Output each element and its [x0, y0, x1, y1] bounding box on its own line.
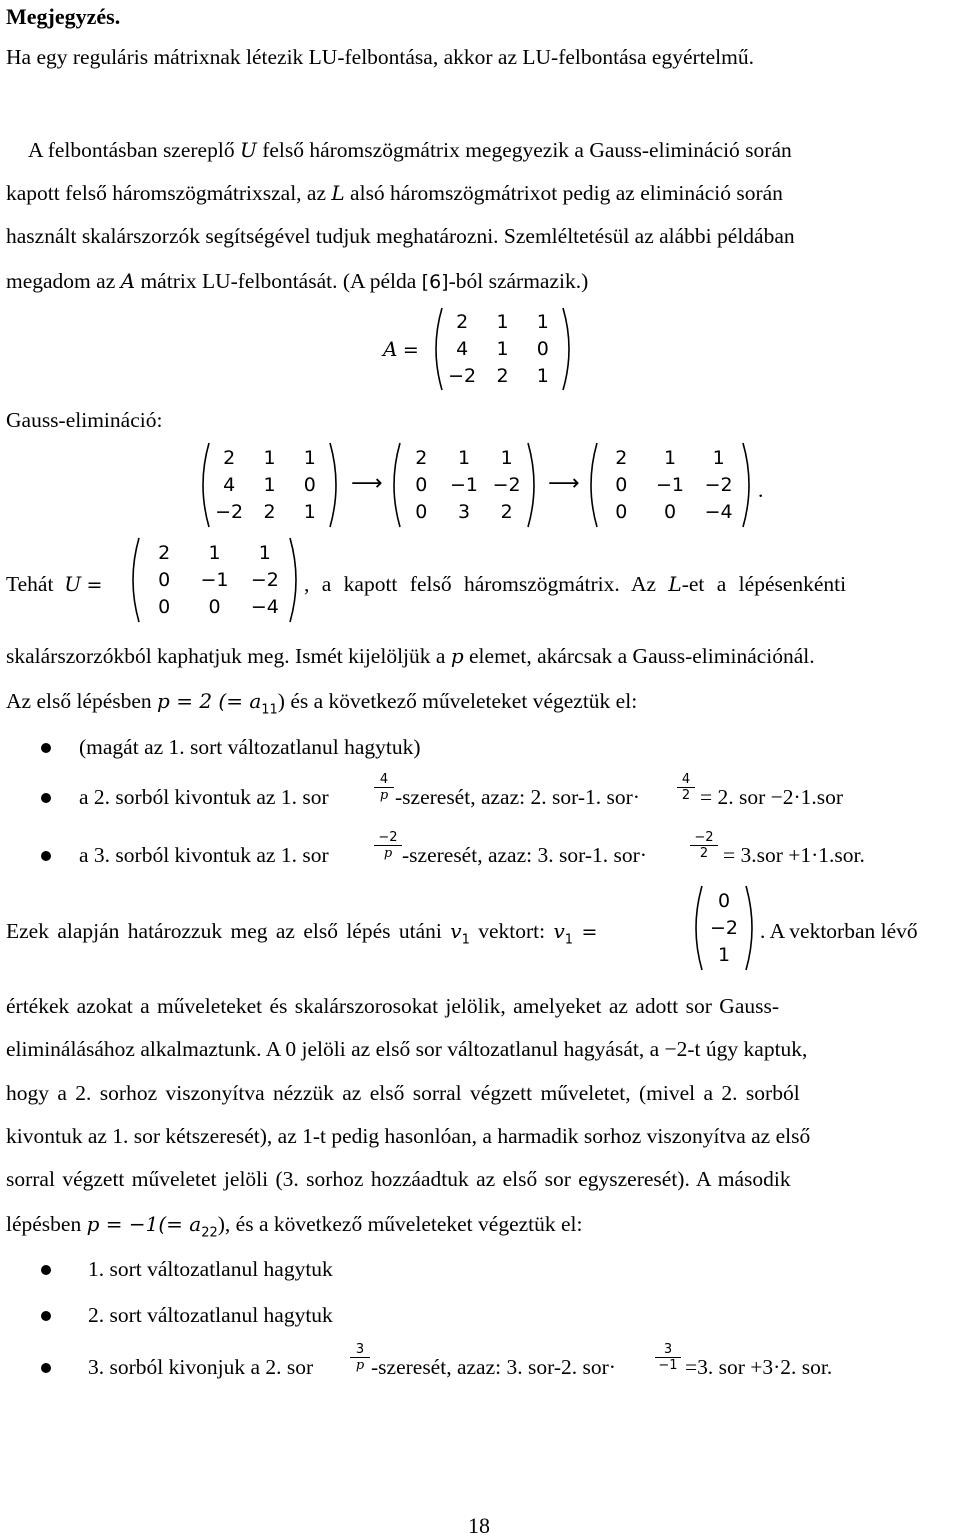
matrix-cell: 1 — [457, 446, 471, 469]
matrix-cell: 2 — [500, 501, 513, 524]
matrix-cell: 1 — [258, 541, 271, 564]
gauss-step-matrix — [585, 441, 755, 529]
bullet-icon — [41, 1363, 51, 1373]
list-item-cont: = 2. sor −2·1.sor — [700, 785, 844, 809]
paragraph-line: skalárszorzókból kaphatjuk meg. Ismét kijelöljük a p elemet, akárcsak a Gauss-eliminációnál. — [6, 644, 815, 668]
matrix-cell: 1 — [496, 338, 509, 360]
fraction: −2 2 — [689, 830, 719, 861]
matrix-cell: 0 — [415, 501, 428, 524]
period: . — [758, 478, 764, 502]
list-item: a 2. sorból kivontuk az 1. sor — [79, 785, 329, 809]
page-number: 18 — [468, 1513, 490, 1538]
matrix-cell: −2 — [448, 364, 477, 387]
matrix-cell: 3 — [457, 501, 471, 524]
matrix-cell: 0 — [303, 474, 316, 496]
list-item: 2. sort változatlanul hagytuk — [88, 1303, 333, 1327]
list-item: (magát az 1. sort változatlanul hagytuk) — [79, 735, 421, 759]
gauss-label: Gauss-elimináció: — [6, 408, 163, 432]
paragraph-line: kivontuk az 1. sor kétszeresét), az 1-t pedig hasonlóan, a harmadik sorhoz viszonyítva az első — [6, 1124, 811, 1148]
matrix-cell: 1 — [717, 944, 731, 967]
matrix-u — [127, 536, 302, 624]
arrow-icon: ⟶ — [548, 471, 580, 496]
matrix-cell: 0 — [415, 474, 428, 496]
paragraph-line: A felbontásban szereplő U felső háromszögmátrix megegyezik a Gauss-elimináció során — [28, 138, 792, 162]
bullet-icon — [41, 793, 51, 803]
matrix-cell: 2 — [263, 501, 276, 524]
matrix-cell: −2 — [492, 474, 521, 496]
matrix-a-label: A = — [383, 337, 419, 361]
matrix-cell: 2 — [615, 446, 628, 469]
fraction: −2 p — [373, 830, 403, 861]
matrix-cell: 1 — [536, 364, 549, 387]
paragraph-line: értékek azokat a műveleteket és skalárszorosokat jelölik, amelyeket az adott sor Gauss- — [6, 994, 780, 1018]
fraction: 3 p — [349, 1342, 371, 1373]
matrix-cell: −2 — [709, 917, 738, 939]
matrix-cell: 1 — [303, 501, 316, 524]
paragraph-line: megadom az A mátrix LU-felbontását. (A példa [6]-ból származik.) — [6, 269, 589, 293]
matrix-a — [430, 306, 575, 392]
matrix-cell: 1 — [303, 446, 316, 469]
bullet-icon — [41, 743, 51, 753]
matrix-cell: 1 — [712, 446, 725, 469]
matrix-cell: 2 — [456, 311, 469, 334]
matrix-cell: 0 — [615, 474, 628, 496]
paragraph-line: használt skalárszorzók segítségével tudjuk meghatározni. Szemléltetésül az alábbi példában — [6, 224, 795, 248]
matrix-cell: 2 — [158, 541, 171, 564]
matrix-cell: 4 — [456, 338, 469, 360]
bullet-icon — [41, 1265, 51, 1275]
matrix-cell: −2 — [704, 474, 733, 496]
matrix-cell: 4 — [223, 474, 236, 496]
arrow-icon: ⟶ — [351, 471, 383, 496]
matrix-cell: −2 — [250, 569, 279, 591]
list-item-cont: = 3.sor +1·1.sor. — [723, 843, 865, 867]
paragraph-line: Az első lépésben p = 2 (= $a_{11}$) és a következő műveleteket végeztük el: — [6, 689, 638, 718]
matrix-cell: 0 — [158, 569, 171, 591]
matrix-cell: 1 — [500, 446, 513, 469]
matrix-cell: −4 — [704, 501, 733, 524]
matrix-cell: 2 — [496, 364, 509, 387]
matrix-cell: 2 — [415, 446, 428, 469]
list-item: 1. sort változatlanul hagytuk — [88, 1257, 333, 1281]
tehat-rest: , a kapott felső háromszögmátrix. Az L-et a lépésenkénti — [304, 572, 847, 596]
paragraph-line: kapott felső háromszögmátrixszal, az L alsó háromszögmátrixot pedig az elimináció során — [6, 181, 783, 205]
matrix-cell: 0 — [208, 596, 221, 619]
list-item-cont: =3. sor +3·2. sor. — [685, 1355, 833, 1379]
matrix-cell: 0 — [717, 889, 731, 912]
paragraph-line: Ezek alapján határozzuk meg az első lépés utáni $v_1$ vektort: $v_1$ = — [6, 919, 598, 948]
matrix-cell: 1 — [663, 446, 677, 469]
matrix-cell: −1 — [655, 474, 684, 496]
matrix-cell: 0 — [663, 501, 677, 524]
vector-v1 — [690, 884, 758, 972]
matrix-cell: 0 — [536, 338, 549, 360]
bullet-icon — [41, 851, 51, 861]
fraction: 4 p — [373, 772, 395, 803]
paragraph-line: . A vektorban lévő — [760, 919, 918, 943]
matrix-cell: 2 — [223, 446, 236, 469]
matrix-cell: 1 — [208, 541, 221, 564]
matrix-cell: 0 — [158, 596, 171, 619]
matrix-cell: −1 — [200, 569, 229, 591]
list-item-cont: -szeresét, azaz: 3. sor-1. sor· — [402, 843, 647, 867]
list-item-cont: -szeresét, azaz: 3. sor-2. sor· — [371, 1355, 616, 1379]
matrix-cell: 1 — [496, 311, 509, 334]
matrix-cell: −2 — [215, 501, 244, 524]
fraction: 3 −1 — [654, 1342, 682, 1373]
bullet-icon — [41, 1311, 51, 1321]
matrix-cell: 1 — [536, 311, 549, 334]
matrix-cell: −1 — [449, 474, 478, 496]
tehat-text: Tehát U = — [6, 572, 103, 596]
matrix-cell: 1 — [263, 474, 276, 496]
fraction: 4 2 — [676, 772, 696, 803]
list-item-cont: -szeresét, azaz: 2. sor-1. sor· — [395, 785, 640, 809]
paragraph-line: eliminálásához alkalmaztunk. A 0 jelöli az első sor változatlanul hagyását, a −2-t úgy kaptuk, — [6, 1037, 808, 1061]
matrix-cell: −4 — [250, 596, 279, 619]
matrix-cell: 0 — [615, 501, 628, 524]
gauss-step-matrix — [197, 441, 342, 529]
list-item: 3. sorból kivonjuk a 2. sor — [88, 1355, 314, 1379]
paragraph-line: sorral végzett műveletet jelöli (3. sorhoz hozzáadtuk az első sor egyszeresét). A második — [6, 1167, 791, 1191]
paragraph-line: lépésben $p = -1(= a_{22})$, és a következő műveleteket végeztük el: — [6, 1212, 583, 1241]
paragraph-line: hogy a 2. sorhoz viszonyítva nézzük az első sorral végzett műveletet, (mivel a 2. sorból — [6, 1081, 800, 1105]
gauss-step-matrix — [388, 441, 540, 529]
note-sentence: Ha egy reguláris mátrixnak létezik LU-felbontása, akkor az LU-felbontása egyértelmű. — [6, 45, 755, 69]
matrix-cell: 1 — [263, 446, 276, 469]
section-heading: Megjegyzés. — [6, 4, 121, 29]
list-item: a 3. sorból kivontuk az 1. sor — [79, 843, 329, 867]
